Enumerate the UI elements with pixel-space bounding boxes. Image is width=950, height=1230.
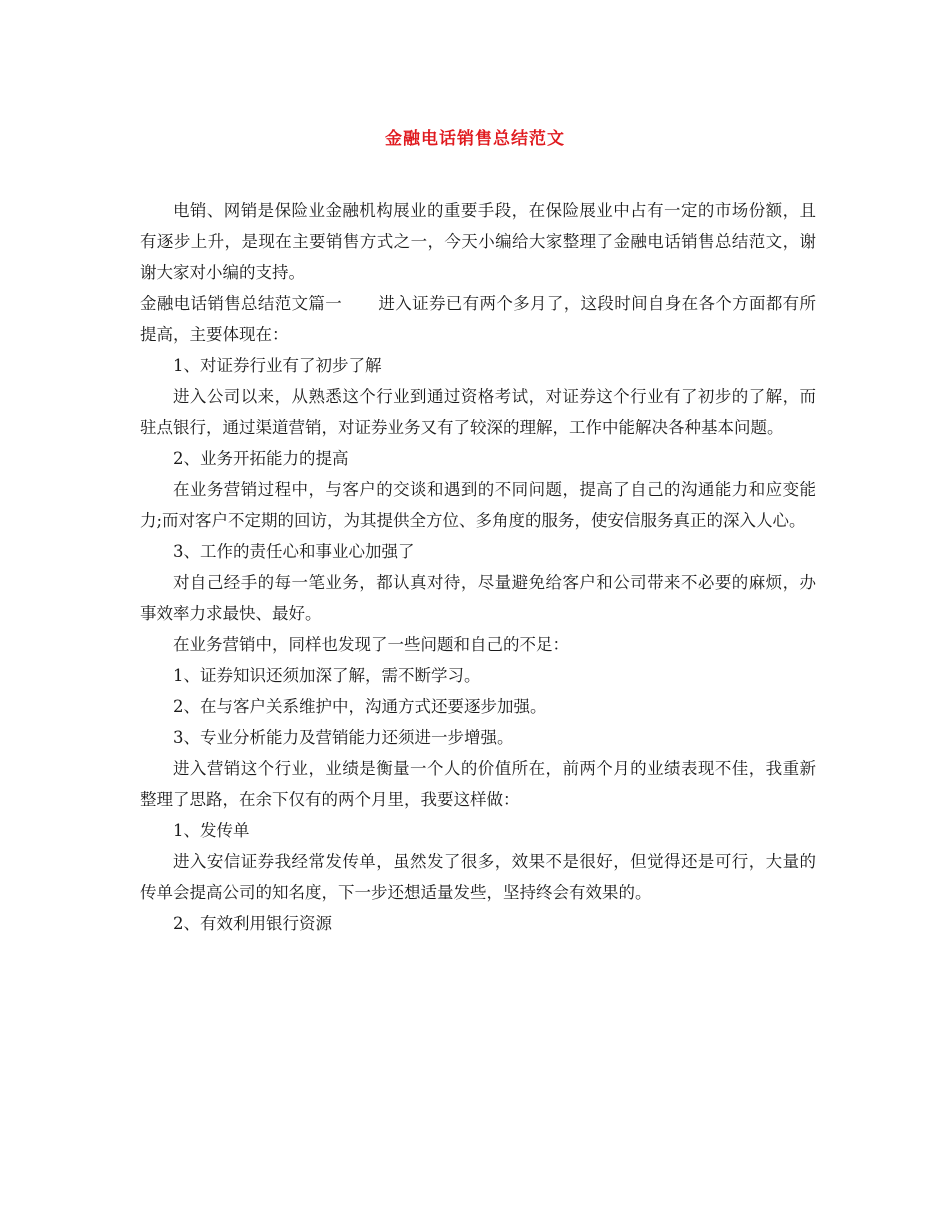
- heading-item: 2、业务开拓能力的提高: [173, 449, 349, 468]
- body-paragraph: 进入营销这个行业，业绩是衡量一个人的价值所在，前两个月的业绩表现不佳，我重新整理了思路，在余下仅有的两个月里，我要这样做：: [140, 759, 816, 809]
- body-paragraph: 在业务营销过程中，与客户的交谈和遇到的不同问题，提高了自己的沟通能力和应变能力;而对客户不定期的回访，为其提供全方位、多角度的服务，使安信服务真正的深入人心。: [140, 480, 816, 530]
- heading-item: 3、工作的责任心和事业心加强了: [173, 542, 415, 561]
- section-intro-paragraph: [140, 288, 816, 350]
- list-item: 2、在与客户关系维护中，沟通方式还要逐步加强。: [173, 697, 547, 716]
- document-body: [140, 195, 816, 939]
- list-item: 1、证券知识还须加深了解，需不断学习。: [173, 666, 481, 685]
- body-paragraph: 对自己经手的每一笔业务，都认真对待，尽量避免给客户和公司带来不必要的麻烦，办事效率力求最快、最好。: [140, 573, 816, 623]
- section-label: 金融电话销售总结范文篇一: [140, 294, 343, 313]
- heading-item: 2、有效利用银行资源: [173, 914, 332, 933]
- body-paragraph: 在业务营销中，同样也发现了一些问题和自己的不足：: [173, 635, 569, 654]
- list-item: 3、专业分析能力及营销能力还须进一步增强。: [173, 728, 514, 747]
- heading-item: 1、发传单: [173, 821, 250, 840]
- body-paragraph: 进入公司以来，从熟悉这个行业到通过资格考试，对证券这个行业有了初步的了解，而驻点银行，通过渠道营销，对证券业务又有了较深的理解，工作中能解决各种基本问题。: [140, 387, 816, 437]
- heading-item: 1、对证券行业有了初步了解: [173, 356, 382, 375]
- section-intro-text: 进入证券已有两个多月了，这段时间自身在各个方面都有所提高，主要体现在：: [140, 294, 817, 344]
- document-title: 金融电话销售总结范文: [385, 129, 565, 149]
- intro-paragraph: 电销、网销是保险业金融机构展业的重要手段，在保险展业中占有一定的市场份额，且有逐步上升，是现在主要销售方式之一，今天小编给大家整理了金融电话销售总结范文，谢谢大家对小编的支持。: [140, 201, 816, 282]
- body-paragraph: 进入安信证券我经常发传单，虽然发了很多，效果不是很好，但觉得还是可行，大量的传单会提高公司的知名度，下一步还想适量发些，坚持终会有效果的。: [140, 852, 816, 902]
